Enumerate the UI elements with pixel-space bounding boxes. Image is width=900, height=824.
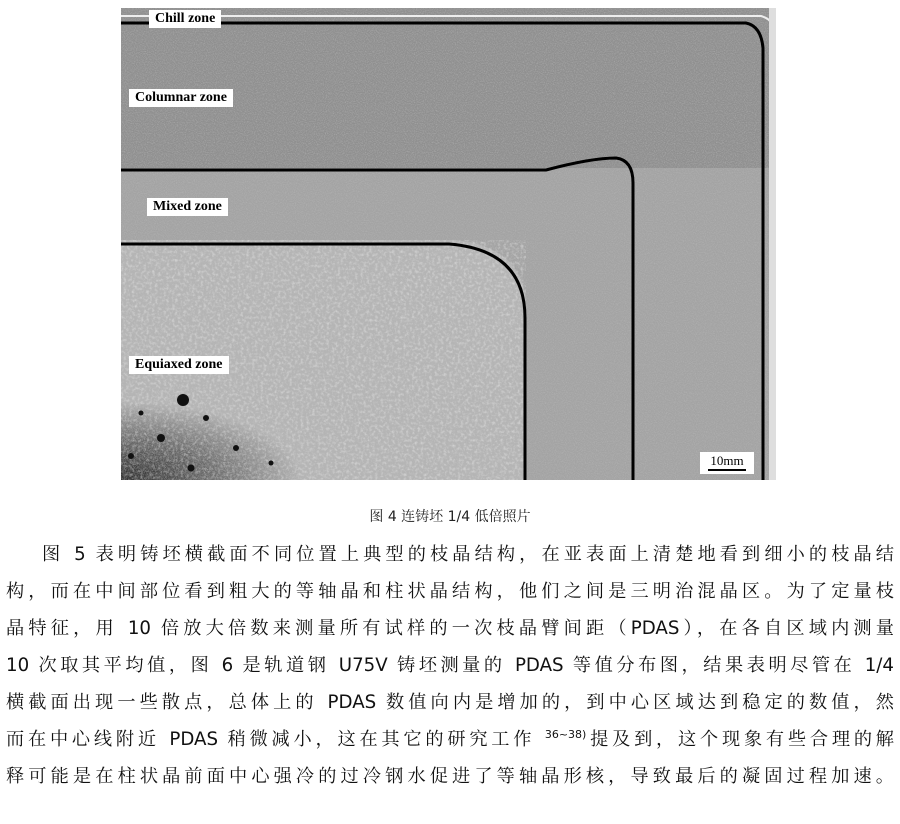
paragraph-line (6, 725, 894, 755)
mixed-zone-label: Mixed zone (147, 198, 228, 216)
macrograph-image (121, 8, 776, 480)
paragraph-line: 图 5 表明铸坯横截面不同位置上典型的枝晶结构，在亚表面上清楚地看到细小的枝晶结 (42, 544, 894, 565)
line-text: 提及到，这个现象有些合理的解 (586, 729, 894, 750)
paragraph-line: 构，而在中间部位看到粗大的等轴晶和柱状晶结构，他们之间是三明治混晶区。为了定量枝 (6, 581, 894, 602)
paragraph-line: 释可能是在柱状晶前面中心强冷的过冷钢水促进了等轴晶形核，导致最后的凝固过程加速。 (6, 766, 894, 787)
equiaxed-zone-label: Equiaxed zone (129, 356, 229, 374)
chill-zone-label: Chill zone (149, 10, 221, 28)
scale-bar-label: 10mm (710, 453, 744, 468)
macrograph-figure (121, 8, 776, 480)
figure-caption: 图 4 连铸坯 1/4 低倍照片 (369, 509, 531, 525)
paragraph-line: 10 次取其平均值，图 6 是轨道钢 U75V 铸坯测量的 PDAS 等值分布图，结果表明尽管在 1/4 (6, 655, 894, 676)
citation: 36~38) (544, 727, 587, 741)
paragraph-line: 横截面出现一些散点，总体上的 PDAS 数值向内是增加的，到中心区域达到稳定的数值，然 (6, 692, 894, 713)
scale-bar-line (708, 469, 746, 471)
scale-bar (700, 452, 754, 474)
columnar-zone-label: Columnar zone (129, 89, 233, 107)
paragraph-line: 晶特征，用 10 倍放大倍数来测量所有试样的一次枝晶臂间距（PDAS），在各自区域内测量 (6, 618, 894, 639)
line-text: 而在中心线附近 PDAS 稍微减小，这在其它的研究工作 (6, 729, 545, 750)
